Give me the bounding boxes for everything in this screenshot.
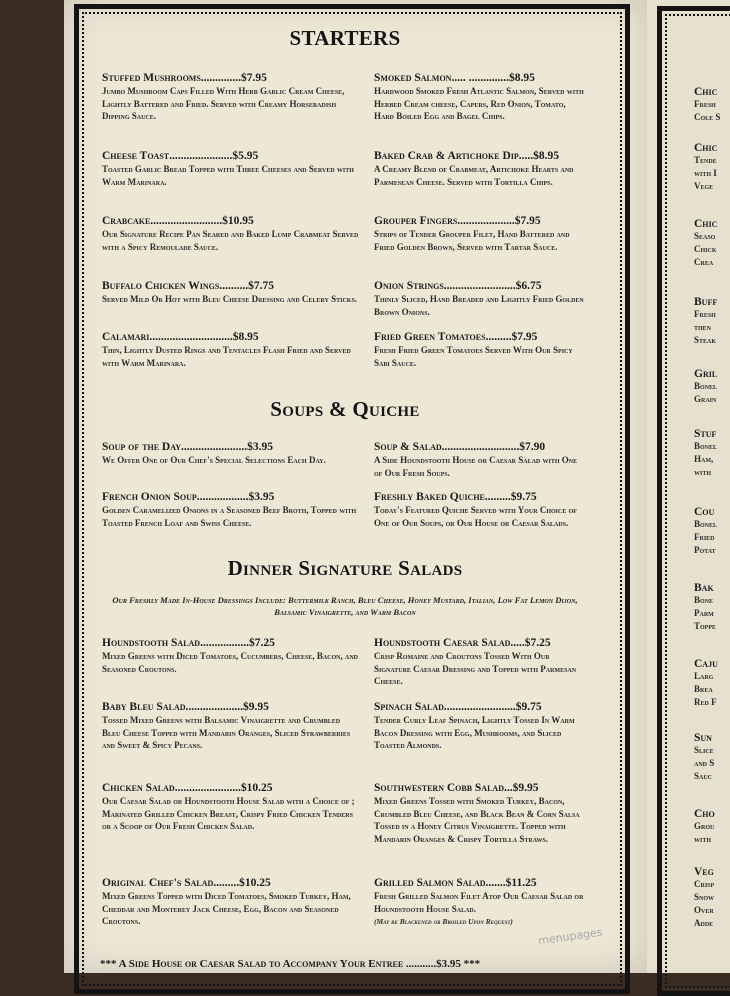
menu-item bbox=[102, 782, 360, 833]
item-name: Baby Bleu Salad....................$9.95 bbox=[102, 701, 269, 713]
menu-item bbox=[374, 637, 586, 688]
menu-item bbox=[374, 441, 586, 479]
item-name: Spinach Salad.........................$9.75 bbox=[374, 701, 542, 713]
adjacent-item-name: Caju bbox=[694, 658, 718, 670]
salads-heading: Dinner Signature Salads bbox=[227, 556, 463, 580]
adjacent-menu-item bbox=[694, 368, 730, 406]
watermark: menupages bbox=[537, 925, 604, 948]
adjacent-item-description: Grain bbox=[694, 394, 717, 404]
adjacent-item-description: Fried bbox=[694, 532, 715, 542]
adjacent-menu-item bbox=[694, 428, 730, 479]
adjacent-item-description: Fresh bbox=[694, 309, 716, 319]
item-description: Tender Curly Leaf Spinach, Lightly Tossed In Warm Bacon Dressing with Egg, Mushrooms, and Sliced Toasted Almonds. bbox=[374, 715, 575, 751]
item-description: Strips of Tender Grouper Filet, Hand Battered and Fried Golden Brown, Served with Tartar Sauce. bbox=[374, 229, 570, 252]
soups-heading: Soups & Quiche bbox=[270, 397, 420, 421]
adjacent-item-description: Bonel bbox=[694, 441, 718, 451]
item-description: Hardwood Smoked Fresh Atlantic Salmon, Served with Herbed Cream cheese, Capers, Red Onion, Tomato, Hard Boiled Egg and Bagel Chips. bbox=[374, 86, 584, 122]
item-description: Our Signature Recipe Pan Seared and Baked Lump Crabmeat Served with a Spicy Remoulade Sauce. bbox=[102, 229, 359, 252]
item-name: Buffalo Chicken Wings..........$7.75 bbox=[102, 280, 274, 292]
item-description: Crisp Romaine and Croutons Tossed With Our Signature Caesar Dressing and Topped with Parmesan Cheese. bbox=[374, 651, 577, 687]
adjacent-item-description: Tende bbox=[694, 155, 717, 165]
adjacent-menu-item bbox=[694, 582, 730, 633]
menu-item bbox=[102, 701, 360, 752]
menu-item bbox=[374, 72, 586, 123]
starters-heading: STARTERS bbox=[289, 26, 401, 50]
menu-item bbox=[374, 215, 586, 253]
item-name: French Onion Soup..................$3.95 bbox=[102, 491, 275, 503]
item-description: Mixed Greens Topped with Diced Tomatoes, Smoked Turkey, Ham, Cheddar and Monterey Jack Cheese, Egg, Bacon and Seasoned Croutons. bbox=[102, 891, 351, 927]
adjacent-item-name: Chic bbox=[694, 142, 718, 154]
item-name: Grilled Salmon Salad.......$11.25 bbox=[374, 877, 537, 889]
side-salad-footer: *** A Side House or Caesar Salad to Accompany Your Entree ...........$3.95 *** bbox=[100, 958, 481, 970]
adjacent-item-description: Parm bbox=[694, 608, 714, 618]
adjacent-item-description: Vege bbox=[694, 181, 714, 191]
adjacent-item-name: Bak bbox=[694, 582, 714, 594]
item-name: Chicken Salad.......................$10.25 bbox=[102, 782, 273, 794]
item-name: Houndstooth Salad.................$7.25 bbox=[102, 637, 275, 649]
menu-item bbox=[102, 72, 360, 123]
adjacent-item-description: Bonel bbox=[694, 381, 718, 391]
adjacent-menu-item bbox=[694, 142, 730, 193]
adjacent-item-description: then bbox=[694, 322, 712, 332]
adjacent-item-description: Crisp bbox=[694, 879, 715, 889]
menu-item bbox=[374, 877, 586, 929]
adjacent-menu-item bbox=[694, 296, 730, 347]
adjacent-menu-item bbox=[694, 866, 730, 930]
adjacent-item-description: with bbox=[694, 467, 712, 477]
item-description: Thin, Lightly Dusted Rings and Tentacles Flash Fried and Served with Warm Marinara. bbox=[102, 345, 351, 368]
adjacent-item-name: Chic bbox=[694, 218, 718, 230]
item-description: A Side Houndstooth House or Caesar Salad with One of Our Fresh Soups. bbox=[374, 455, 578, 478]
menu-item bbox=[102, 215, 360, 253]
item-name: Soup & Salad...........................$7.90 bbox=[374, 441, 546, 453]
adjacent-item-description: Ham, bbox=[694, 454, 714, 464]
item-description: We Offer One of Our Chef's Special Selections Each Day. bbox=[102, 455, 326, 465]
item-description: Tossed Mixed Greens with Balsamic Vinaigrette and Crumbled Bleu Cheese Topped with Mandarin Oranges, Sliced Strawberries and Sweet & Spicy Pecans. bbox=[102, 715, 351, 751]
item-name: Grouper Fingers....................$7.95 bbox=[374, 215, 541, 227]
adjacent-item-name: Veg bbox=[694, 866, 714, 878]
adjacent-menu-item bbox=[694, 658, 730, 709]
adjacent-item-description: Cole S bbox=[694, 112, 721, 122]
adjacent-item-description: Brea bbox=[694, 684, 713, 694]
adjacent-item-description: Steak bbox=[694, 335, 717, 345]
salmon-prep-note: (May be Blackened or Broiled Upon Request) bbox=[374, 917, 513, 927]
menu-item bbox=[374, 150, 586, 188]
adjacent-item-description: Bonel bbox=[694, 519, 718, 529]
adjacent-item-name: Cho bbox=[694, 808, 715, 820]
adjacent-item-description: Slice bbox=[694, 745, 714, 755]
adjacent-item-description: and S bbox=[694, 758, 715, 768]
item-description: A Creamy Blend of Crabmeat, Artichoke Hearts and Parmesean Cheese. Served with Tortilla Chips. bbox=[374, 164, 574, 187]
adjacent-item-name: Sun bbox=[694, 732, 712, 744]
menu-item bbox=[374, 491, 586, 529]
adjacent-item-description: Potat bbox=[694, 545, 716, 555]
item-name: Soup of the Day.......................$3.95 bbox=[102, 441, 274, 453]
adjacent-item-name: Chic bbox=[694, 86, 718, 98]
adjacent-item-name: Gril bbox=[694, 368, 718, 380]
adjacent-menu-item bbox=[694, 808, 730, 846]
item-description: Mixed Greens Tossed with Smoked Turkey, Bacon, Crumbled Bleu Cheese, and Black Bean & Corn Salsa Tossed in a Honey Citrus Vinaigrette. Topped with Mandarin Oranges & Crispy Tortilla Straws. bbox=[374, 796, 580, 844]
adjacent-item-description: Larg bbox=[694, 671, 714, 681]
adjacent-menu-item bbox=[694, 86, 730, 124]
adjacent-item-description: Over bbox=[694, 905, 714, 915]
menu-item bbox=[102, 280, 360, 306]
adjacent-item-description: Toppe bbox=[694, 621, 717, 631]
item-description: Toasted Garlic Bread Topped with Three Cheeses and Served with Warm Marinara. bbox=[102, 164, 354, 187]
menu-item bbox=[102, 331, 360, 369]
adjacent-item-description: Snow bbox=[694, 892, 715, 902]
adjacent-item-name: Stuf bbox=[694, 428, 717, 440]
adjacent-item-name: Cou bbox=[694, 506, 715, 518]
item-name: Original Chef's Salad.........$10.25 bbox=[102, 877, 271, 889]
adjacent-item-description: Chick bbox=[694, 244, 717, 254]
item-name: Onion Strings.........................$6.75 bbox=[374, 280, 542, 292]
adjacent-menu-item bbox=[694, 218, 730, 269]
menu-item bbox=[102, 491, 360, 529]
menu-item bbox=[102, 877, 360, 928]
item-name: Houndstooth Caesar Salad.....$7.25 bbox=[374, 637, 551, 649]
adjacent-item-description: Fresh bbox=[694, 99, 716, 109]
adjacent-item-description: Sauc bbox=[694, 771, 713, 781]
item-description: Jumbo Mushroom Caps Filled With Herb Garlic Cream Cheese, Lightly Battered and Fried. Served with Creamy Horseradish Dipping Sauce. bbox=[102, 86, 345, 122]
adjacent-item-description: with I bbox=[694, 168, 717, 178]
item-name: Southwestern Cobb Salad...$9.95 bbox=[374, 782, 539, 794]
menu-item bbox=[102, 637, 360, 675]
adjacent-item-description: Adde bbox=[694, 918, 714, 928]
item-description: Today's Featured Quiche Served with Your Choice of One of Our Soups, or Our House or Caesar Salads. bbox=[374, 505, 577, 528]
menu-item bbox=[374, 782, 586, 845]
item-name: Stuffed Mushrooms..............$7.95 bbox=[102, 72, 267, 84]
item-description: Our Caesar Salad or Houndstooth House Salad with a Choice of ; Marinated Grilled Chicken Breast, Crispy Fried Chicken Tenders or a Scoop of Our Fresh Chicken Salad. bbox=[102, 796, 355, 832]
item-description: Served Mild Or Hot with Bleu Cheese Dressing and Celery Sticks. bbox=[102, 294, 358, 304]
item-description: Thinly Sliced, Hand Breaded and Lightly Fried Golden Brown Onions. bbox=[374, 294, 584, 317]
adjacent-menu-item bbox=[694, 732, 730, 783]
menu-item bbox=[102, 441, 360, 467]
item-description: Fresh Grilled Salmon Filet Atop Our Caesar Salad or Houndstooth House Salad. bbox=[374, 891, 584, 914]
menu-item bbox=[374, 701, 586, 752]
dressings-note: Our Freshly Made In-House Dressings Include: Buttermilk Ranch, Bleu Cheese, Honey Mustard, Italian, Low Fat Lemon Dijon, Balsamic Vinaigrette, and Warm Bacon bbox=[112, 595, 578, 617]
item-name: Crabcake.........................$10.95 bbox=[102, 215, 254, 227]
item-name: Smoked Salmon..... ..............$8.95 bbox=[374, 72, 535, 84]
adjacent-item-description: Grou bbox=[694, 821, 715, 831]
item-name: Freshly Baked Quiche.........$9.75 bbox=[374, 491, 537, 503]
adjacent-item-description: Crea bbox=[694, 257, 714, 267]
menu-item bbox=[374, 331, 586, 369]
item-name: Fried Green Tomatoes.........$7.95 bbox=[374, 331, 538, 343]
adjacent-item-description: Red F bbox=[694, 697, 717, 707]
menu-item bbox=[374, 280, 586, 318]
adjacent-menu-item bbox=[694, 506, 730, 557]
adjacent-item-description: Seaso bbox=[694, 231, 716, 241]
item-description: Mixed Greens with Diced Tomatoes, Cucumbers, Cheese, Bacon, and Seasoned Croutons. bbox=[102, 651, 358, 674]
adjacent-item-description: Bone bbox=[694, 595, 714, 605]
menu-item bbox=[102, 150, 360, 188]
item-name: Baked Crab & Artichoke Dip.....$8.95 bbox=[374, 150, 560, 162]
adjacent-item-name: Buff bbox=[694, 296, 718, 308]
item-name: Calamari.............................$8.95 bbox=[102, 331, 259, 343]
item-name: Cheese Toast......................$5.95 bbox=[102, 150, 259, 162]
item-description: Golden Caramelized Onions in a Seasoned Beef Broth, Topped with Toasted French Loaf and Swiss Cheese. bbox=[102, 505, 357, 528]
item-description: Fresh Fried Green Tomatoes Served With Our Spicy Sabi Sauce. bbox=[374, 345, 573, 368]
adjacent-item-description: with bbox=[694, 834, 712, 844]
